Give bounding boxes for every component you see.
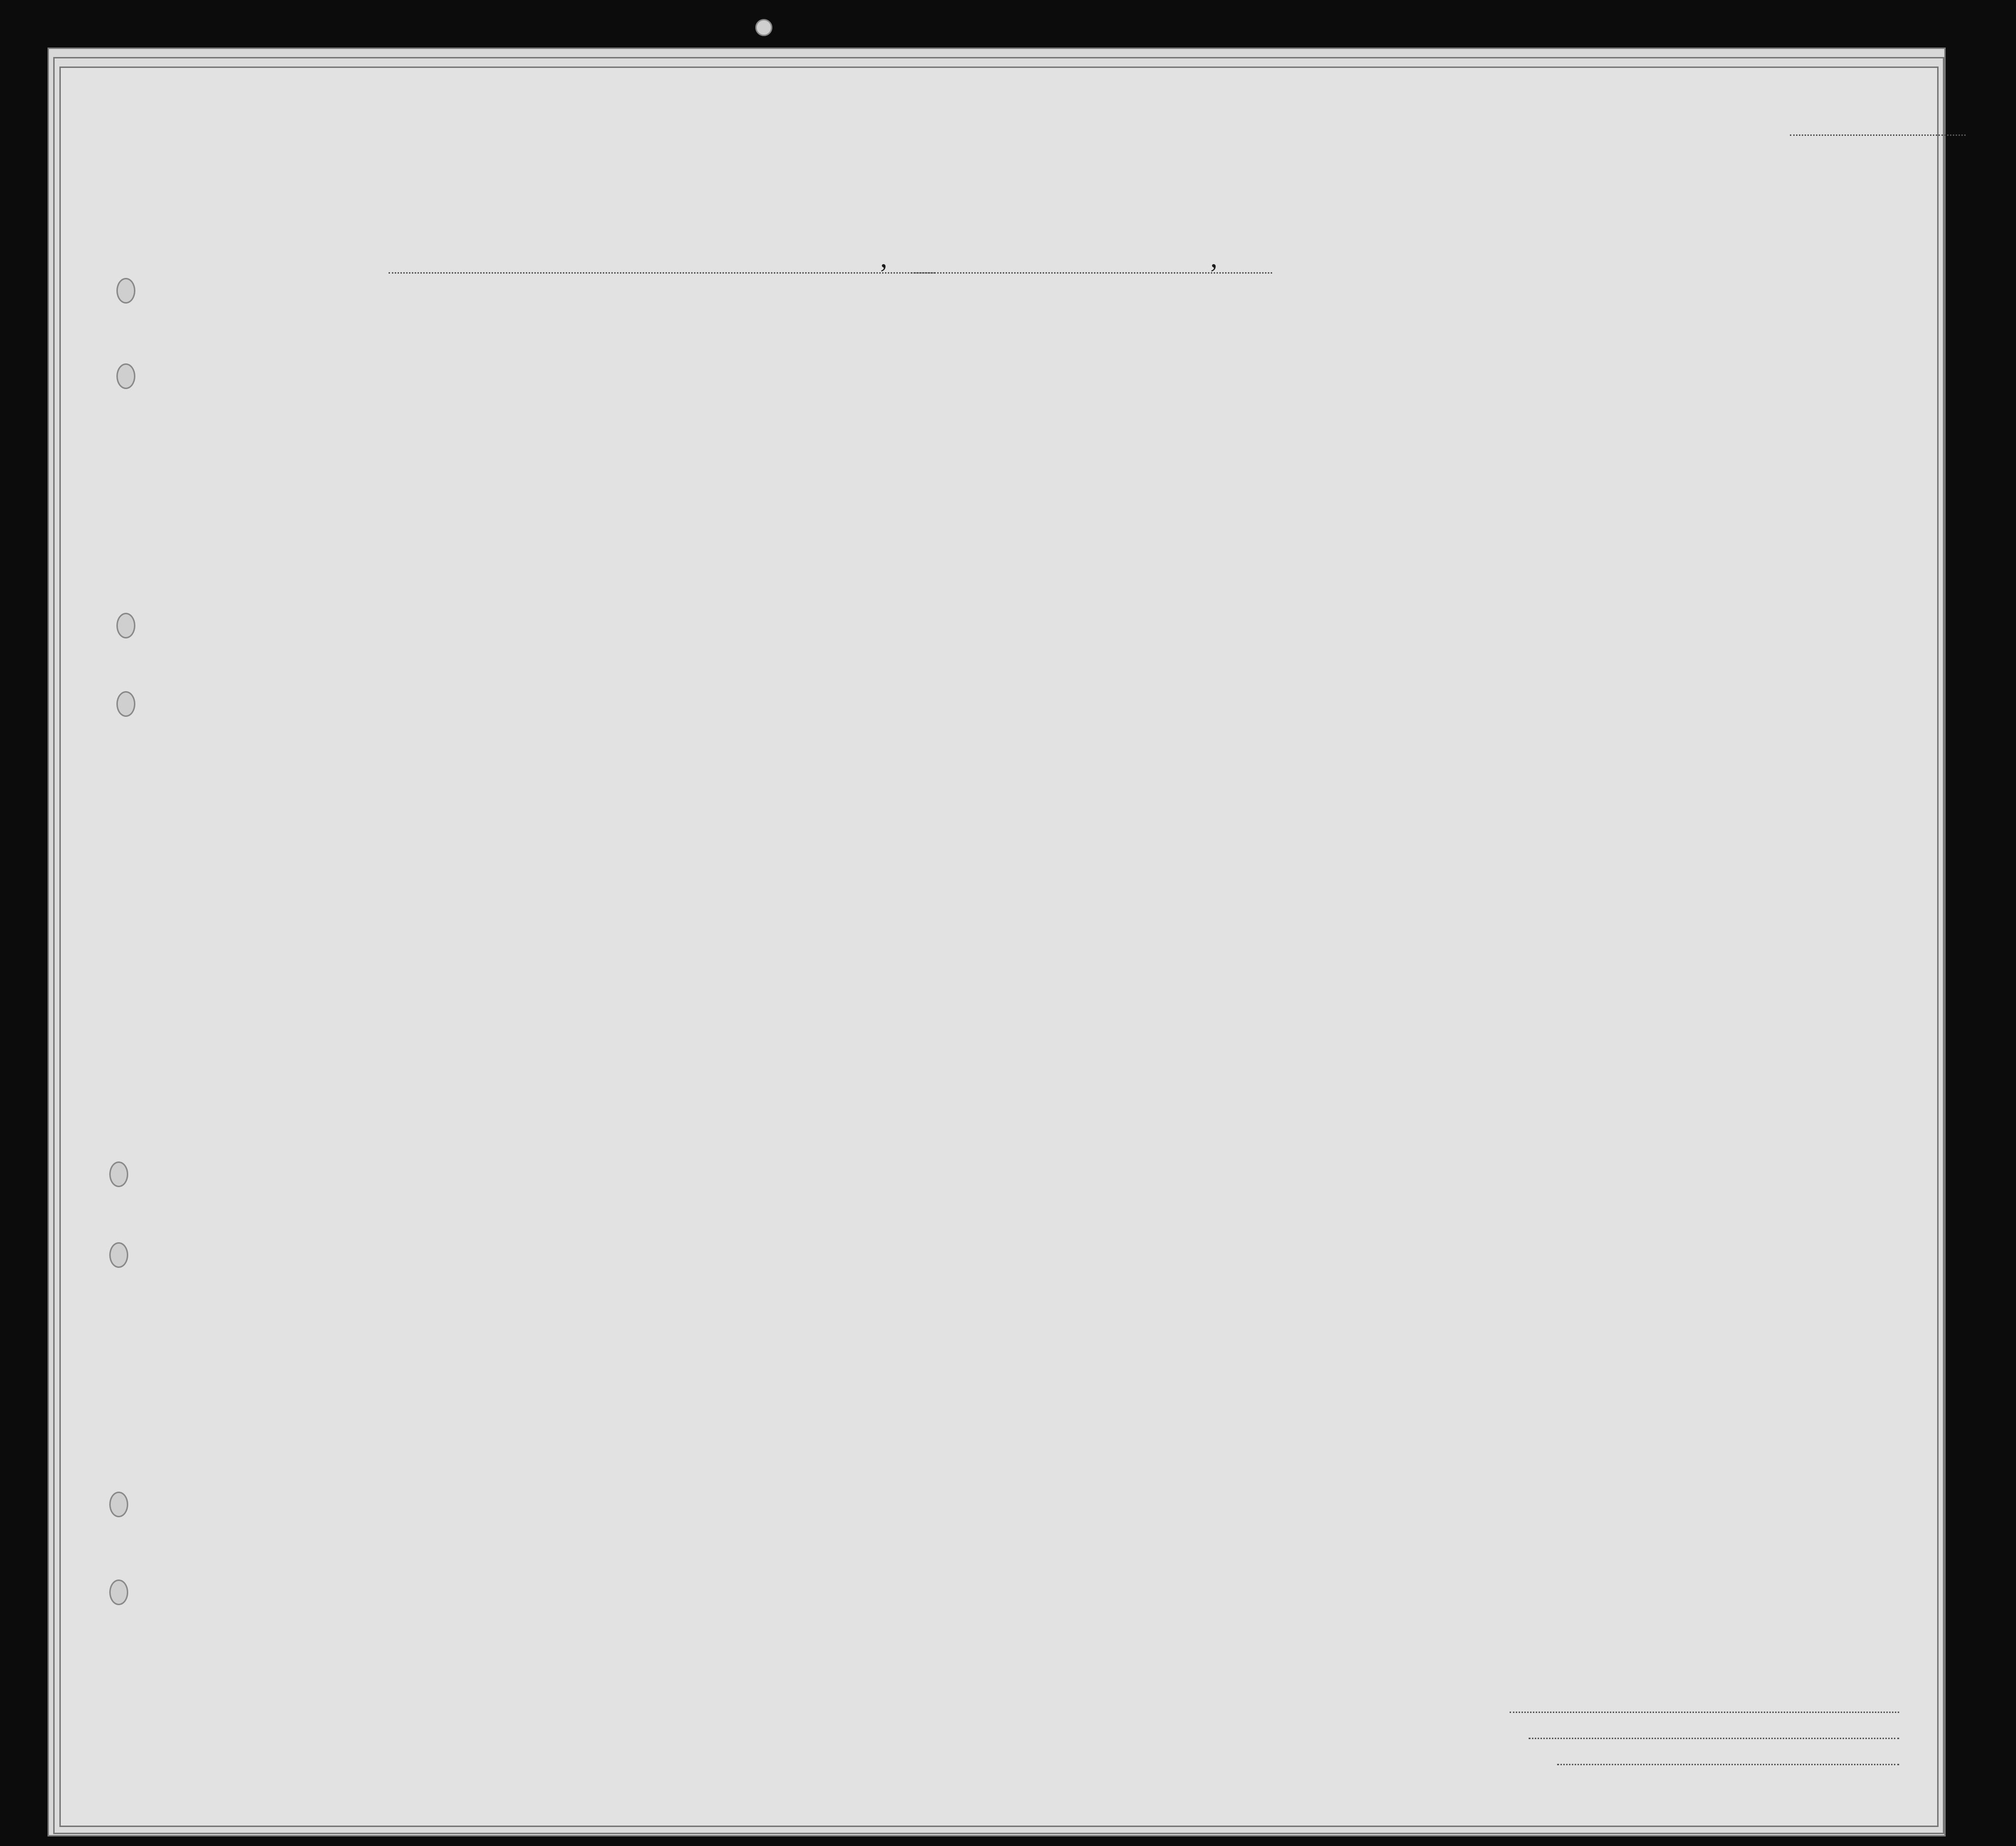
col19-header	[652, 348, 671, 450]
punch-hole	[109, 1161, 128, 1187]
punch-hole	[109, 1492, 128, 1517]
col24-length	[1221, 365, 1250, 457]
col26-header	[1322, 343, 1341, 457]
date-line	[911, 272, 1272, 274]
punch-hole	[755, 19, 772, 36]
col34-feet	[1652, 429, 1671, 457]
col28-header	[1369, 343, 1426, 457]
form-grid	[61, 68, 1937, 1826]
punch-hole	[116, 613, 135, 638]
punch-hole	[109, 1580, 128, 1605]
col24-citizen	[1252, 365, 1280, 457]
col31-header	[1492, 343, 1511, 457]
punch-hole	[109, 1242, 128, 1268]
col21-header	[734, 348, 753, 453]
col29-header	[1434, 343, 1464, 457]
col27-header	[1346, 343, 1365, 457]
list-number-line	[1790, 134, 1966, 136]
port-line	[389, 272, 935, 274]
manifest-sheet: , ,	[59, 67, 1939, 1827]
col30-header	[1469, 343, 1488, 457]
punch-hole	[116, 278, 135, 304]
col24-return	[1189, 365, 1218, 457]
col34-inches	[1676, 419, 1695, 457]
punch-hole	[116, 691, 135, 717]
punch-hole	[116, 363, 135, 389]
col25-header	[1284, 343, 1317, 457]
